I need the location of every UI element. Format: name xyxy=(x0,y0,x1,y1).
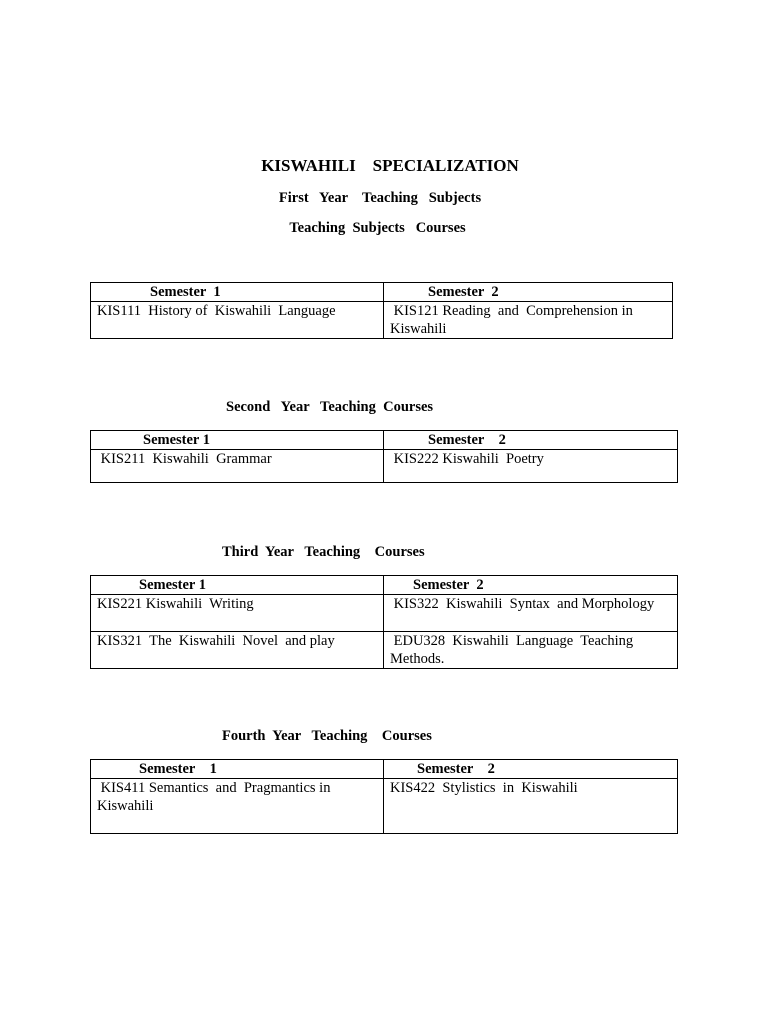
second-year-table xyxy=(90,430,678,483)
semester-2-header: Semester 2 xyxy=(384,576,678,595)
semester-1-header: Semester 1 xyxy=(91,760,384,779)
table-header-row xyxy=(91,431,678,450)
second-year-heading: Second Year Teaching Courses xyxy=(226,399,434,415)
table-row xyxy=(91,450,678,483)
table-header-row xyxy=(91,283,673,302)
first-year-table xyxy=(90,282,673,339)
semester-1-header: Semester 1 xyxy=(91,283,384,302)
document-title: KISWAHILI SPECIALIZATION xyxy=(261,156,519,175)
semester-1-header: Semester 1 xyxy=(91,431,384,450)
table-header-row xyxy=(91,576,678,595)
table-header-row xyxy=(91,760,678,779)
semester-2-header: Semester 2 xyxy=(384,431,678,450)
third-year-heading: Third Year Teaching Courses xyxy=(222,544,425,560)
semester-2-header: Semester 2 xyxy=(384,760,678,779)
course-cell: KIS322 Kiswahili Syntax and Morphology xyxy=(384,595,678,632)
semester-2-header: Semester 2 xyxy=(384,283,673,302)
fourth-year-table xyxy=(90,759,678,834)
course-cell: KIS222 Kiswahili Poetry xyxy=(384,450,678,483)
course-cell: KIS321 The Kiswahili Novel and play xyxy=(91,632,384,669)
table-row xyxy=(91,302,673,339)
course-cell: KIS422 Stylistics in Kiswahili xyxy=(384,779,678,834)
semester-1-header: Semester 1 xyxy=(91,576,384,595)
course-cell: KIS121 Reading and Comprehension in Kiswahili xyxy=(384,302,673,339)
course-cell: EDU328 Kiswahili Language Teaching Methods. xyxy=(384,632,678,669)
table-row xyxy=(91,779,678,834)
courses-subheading: Teaching Subjects Courses xyxy=(289,220,466,236)
course-cell: KIS411 Semantics and Pragmantics in Kiswahili xyxy=(91,779,384,834)
third-year-table xyxy=(90,575,678,669)
table-row xyxy=(91,595,678,632)
course-cell: KIS111 History of Kiswahili Language xyxy=(91,302,384,339)
course-cell: KIS211 Kiswahili Grammar xyxy=(91,450,384,483)
table-row xyxy=(91,632,678,669)
course-cell: KIS221 Kiswahili Writing xyxy=(91,595,384,632)
fourth-year-heading: Fourth Year Teaching Courses xyxy=(222,728,432,744)
first-year-heading: First Year Teaching Subjects xyxy=(278,190,482,206)
